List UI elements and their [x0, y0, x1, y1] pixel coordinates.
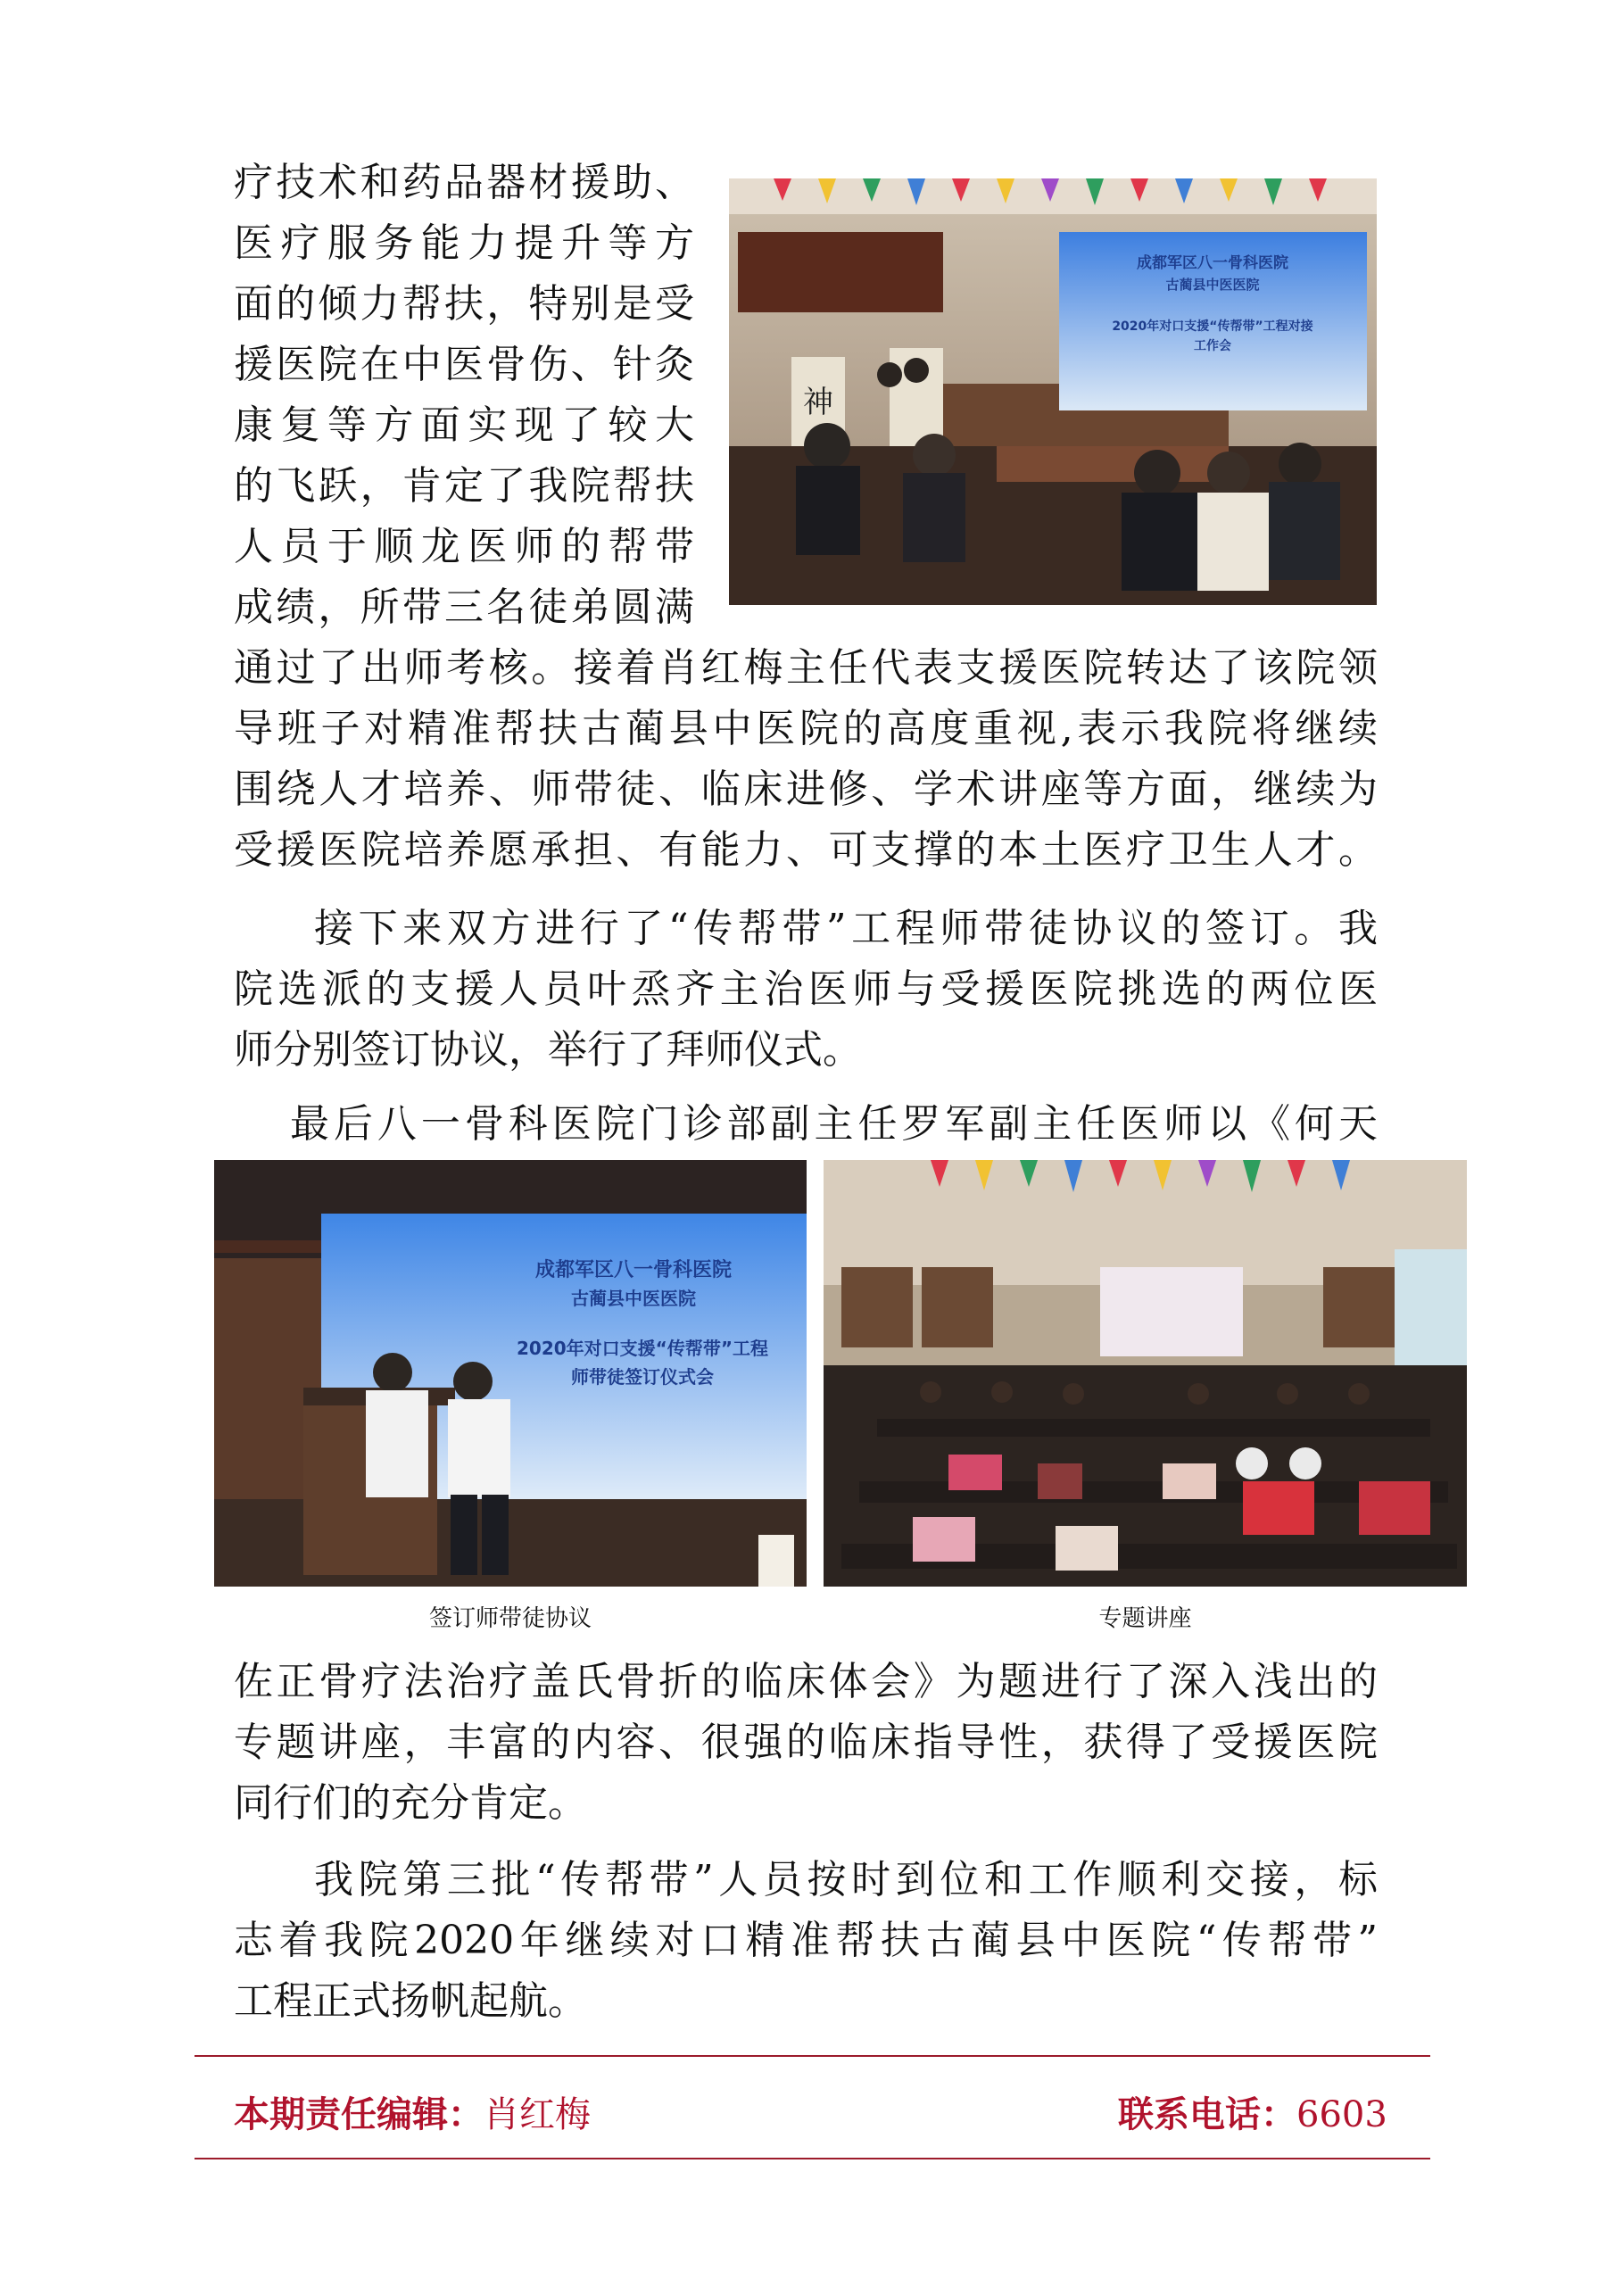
slide-line: 成都军区八一骨科医院: [534, 1259, 733, 1281]
photo-caption-lecture: 专题讲座: [1098, 1605, 1192, 1632]
text-line: 成绩，所带三名徒弟圆满: [234, 584, 694, 630]
editor-name: 肖红梅: [484, 2094, 591, 2135]
phone-number: 6603: [1296, 2094, 1387, 2135]
text-line: 同行们的充分肯定。: [234, 1780, 587, 1826]
footer-bottom-rule: [195, 2158, 1430, 2159]
text-line: 院选派的支援人员叶烝齐主治医师与受援医院挑选的两位医: [234, 966, 1378, 1012]
slide-line: 师带徒签订仪式会: [571, 1366, 714, 1388]
footer-phone: [1118, 2094, 1387, 2135]
slide-line: 2020年对口支援“传帮带”工程对接: [1112, 319, 1313, 334]
text-line: 通过了出师考核。接着肖红梅主任代表支援医院转达了该院领: [234, 645, 1378, 691]
slide-line: 古蔺县中医医院: [1165, 277, 1260, 293]
text-line: 人员于顺龙医师的帮带: [234, 524, 694, 569]
slide-line: 古蔺县中医医院: [571, 1288, 696, 1309]
text-line: 导班子对精准帮扶古蔺县中医院的高度重视,表示我院将继续: [234, 706, 1378, 751]
slide-line: 2020年对口支援“传帮带”工程: [517, 1338, 768, 1359]
text-line: 受援医院培养愿承担、有能力、可支撑的本土医疗卫生人才。: [234, 827, 1378, 873]
text-line: 康复等方面实现了较大: [234, 402, 694, 448]
wall-scroll-char: 神: [803, 385, 833, 420]
text-line: 师分别签订协议，举行了拜师仪式。: [234, 1027, 862, 1073]
text-line: 专题讲座，丰富的内容、很强的临床指导性，获得了受援医院: [234, 1720, 1378, 1765]
text-line: 面的倾力帮扶，特别是受: [234, 281, 694, 327]
editor-label: 本期责任编辑：: [234, 2094, 484, 2135]
phone-label: 联系电话：: [1118, 2094, 1296, 2135]
text-line: 接下来双方进行了“传帮带”工程师带徒协议的签订。我: [314, 906, 1378, 951]
photo-caption-signing: 签订师带徒协议: [428, 1605, 592, 1632]
meeting-photo: [729, 178, 1377, 605]
footer-top-rule: [195, 2055, 1430, 2057]
slide-line: 成都军区八一骨科医院: [1137, 254, 1288, 272]
text-line: 的飞跃，肯定了我院帮扶: [234, 463, 694, 509]
signing-photo: [214, 1160, 807, 1587]
text-line: 援医院在中医骨伤、针灸: [234, 342, 694, 387]
footer-editor: [234, 2094, 591, 2135]
text-line: 最后八一骨科医院门诊部副主任罗军副主任医师以《何天: [290, 1101, 1378, 1147]
slide-line: 工作会: [1194, 339, 1231, 353]
text-line: 医疗服务能力提升等方: [234, 220, 694, 266]
text-line: 我院第三批“传帮带”人员按时到位和工作顺利交接，标: [314, 1857, 1378, 1902]
text-line: 疗技术和药品器材援助、: [234, 160, 694, 205]
text-line: 佐正骨疗法治疗盖氏骨折的临床体会》为题进行了深入浅出的: [234, 1659, 1378, 1704]
lecture-photo: [824, 1160, 1467, 1587]
text-line: 围绕人才培养、师带徒、临床进修、学术讲座等方面，继续为: [234, 767, 1378, 812]
text-line: 工程正式扬帆起航。: [234, 1978, 587, 2024]
text-line: 志着我院2020年继续对口精准帮扶古蔺县中医院“传帮带”: [234, 1918, 1378, 1963]
